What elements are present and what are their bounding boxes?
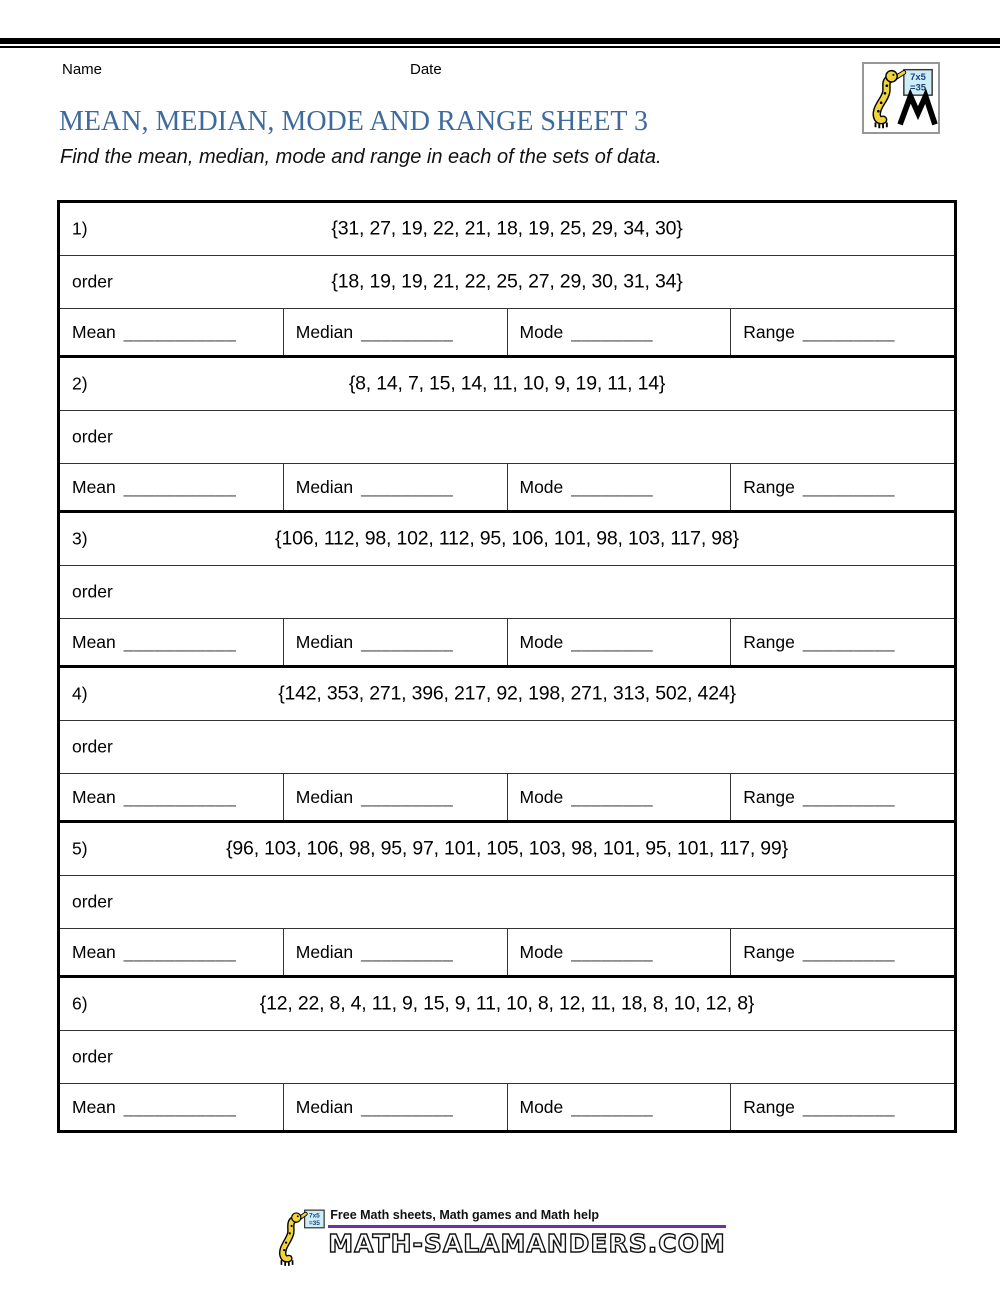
stat-label: Median [295,476,354,497]
answer-blank: _________ [802,786,895,807]
stat-cell-range [730,464,954,510]
stat-cell-mean [60,464,283,510]
problem-row [60,668,954,721]
brand-logo-box [862,62,940,134]
problem-row [60,513,954,566]
board-text-line2: =35 [309,1220,321,1227]
order-row-label: order [72,736,113,757]
stat-cell-range [730,929,954,975]
problem-number: 4) [72,683,88,704]
stats-row [60,1084,954,1130]
stat-cell-mode [507,464,731,510]
stat-cell-median [283,464,507,510]
order-row [60,1031,954,1084]
spot [884,92,887,95]
problem-row [60,203,954,256]
ordered-set-text: {18, 19, 19, 21, 22, 25, 27, 29, 30, 31, 34} [331,270,683,293]
answer-blank: _________ [802,941,895,962]
spot [877,110,880,113]
spot [291,1225,293,1227]
stat-label: Range [743,786,795,807]
problem-set-text: {31, 27, 19, 22, 21, 18, 19, 25, 29, 34, 30} [331,217,683,240]
answer-blank: _________ [361,1096,454,1117]
worksheet-table [57,200,957,1133]
order-row-label: order [72,426,113,447]
stat-cell-range [730,1084,954,1130]
footer [0,1206,1000,1268]
answer-blank: ________ [571,631,654,652]
board-text-line1: 7x5 [910,72,926,84]
problem-set-text: {8, 14, 7, 15, 14, 11, 10, 9, 19, 11, 14} [348,372,666,395]
stat-cell-mean [60,309,283,355]
salamander-eye [297,1215,299,1217]
stat-cell-mean [60,774,283,820]
problem-group [60,668,954,823]
footer-accent-bar [328,1225,725,1228]
stats-row [60,619,954,665]
stat-label: Median [295,1096,354,1117]
order-row-label: order [72,271,113,292]
answer-blank: ___________ [123,321,237,342]
problem-group [60,203,954,358]
stat-cell-range [730,309,954,355]
stats-row [60,929,954,975]
name-label: Name [62,61,103,78]
order-row [60,411,954,464]
stats-row [60,464,954,510]
stat-cell-median [283,1084,507,1130]
order-row-label: order [72,581,113,602]
stat-cell-range [730,774,954,820]
answer-blank: ________ [571,1096,654,1117]
order-row [60,721,954,774]
answer-blank: _________ [361,476,454,497]
answer-blank: ________ [571,321,654,342]
date-label: Date [410,61,442,78]
problem-number: 3) [72,528,88,549]
order-row [60,566,954,619]
board-text-line2: =35 [909,82,927,94]
problem-row [60,978,954,1031]
problem-group [60,513,954,668]
problem-number: 2) [72,373,88,394]
instruction-text: Find the mean, median, mode and range in each of the sets of data. [60,146,662,168]
problem-number: 5) [72,838,88,859]
answer-blank: ___________ [123,631,237,652]
spot [283,1249,285,1251]
salamander-logo [864,64,938,132]
stat-label: Mode [519,941,564,962]
answer-blank: ___________ [123,476,237,497]
stat-cell-mean [60,1084,283,1130]
stat-label: Mean [72,631,116,652]
salamander-logo-small [274,1208,326,1268]
problem-number: 6) [72,993,88,1014]
spot [285,1242,287,1244]
stat-cell-median [283,619,507,665]
answer-blank: _________ [802,1096,895,1117]
order-row-label: order [72,891,113,912]
stat-cell-mean [60,619,283,665]
answer-blank: _________ [802,631,895,652]
stat-cell-mode [507,309,731,355]
stat-label: Mean [72,476,116,497]
stat-label: Range [743,631,795,652]
m-glyph [900,96,935,124]
order-row-label: order [72,1046,113,1067]
spot [880,101,883,104]
stat-cell-mode [507,1084,731,1130]
page-title: MEAN, MEDIAN, MODE AND RANGE SHEET 3 [59,106,649,137]
answer-blank: _________ [802,476,895,497]
stat-label: Median [295,941,354,962]
stat-label: Mode [519,321,564,342]
problem-set-text: {12, 22, 8, 4, 11, 9, 15, 9, 11, 10, 8, 12, 11, 18, 8, 10, 12, 8} [259,992,755,1015]
stat-cell-median [283,774,507,820]
stat-label: Range [743,476,795,497]
problem-number: 1) [72,218,88,239]
stat-label: Mode [519,786,564,807]
stat-label: Mean [72,786,116,807]
answer-blank: ________ [571,786,654,807]
problem-group [60,358,954,513]
answer-blank: ________ [571,476,654,497]
stat-label: Mean [72,1096,116,1117]
answer-blank: _________ [361,786,454,807]
salamander-eye [892,74,894,76]
answer-blank: ___________ [123,941,237,962]
spot [289,1232,291,1234]
top-divider-bar [0,38,1000,48]
stat-label: Range [743,321,795,342]
problem-group [60,978,954,1130]
stats-row [60,774,954,820]
stats-row [60,309,954,355]
problem-row [60,358,954,411]
problem-set-text: {96, 103, 106, 98, 95, 97, 101, 105, 103, 98, 101, 95, 101, 117, 99} [226,837,788,860]
stat-label: Mean [72,941,116,962]
salamander-head [292,1213,301,1222]
stat-label: Mode [519,1096,564,1117]
footer-tagline: Free Math sheets, Math games and Math help [330,1208,600,1222]
spot [886,84,889,87]
stat-label: Median [295,631,354,652]
order-row [60,256,954,309]
answer-blank: ___________ [123,786,237,807]
stat-cell-median [283,309,507,355]
stat-cell-median [283,929,507,975]
stat-cell-mode [507,619,731,665]
answer-blank: _________ [361,941,454,962]
order-row [60,876,954,929]
stat-label: Mode [519,631,564,652]
answer-blank: _________ [802,321,895,342]
board-text-line1: 7x5 [309,1212,321,1220]
stat-label: Median [295,321,354,342]
problem-row [60,823,954,876]
stat-label: Mean [72,321,116,342]
stat-label: Mode [519,476,564,497]
problem-group [60,823,954,978]
answer-blank: ________ [571,941,654,962]
answer-blank: ___________ [123,1096,237,1117]
answer-blank: _________ [361,631,454,652]
stat-cell-mode [507,774,731,820]
footer-site-name: MATH-SALAMANDERS.COM [328,1229,726,1258]
problem-set-text: {142, 353, 271, 396, 217, 92, 198, 271, 313, 502, 424} [278,682,736,705]
problem-set-text: {106, 112, 98, 102, 112, 95, 106, 101, 98, 103, 117, 98} [275,527,739,550]
stat-cell-range [730,619,954,665]
salamander-head [886,71,897,82]
stat-cell-mode [507,929,731,975]
answer-blank: _________ [361,321,454,342]
stat-cell-mean [60,929,283,975]
stat-label: Range [743,941,795,962]
stat-label: Median [295,786,354,807]
stat-label: Range [743,1096,795,1117]
